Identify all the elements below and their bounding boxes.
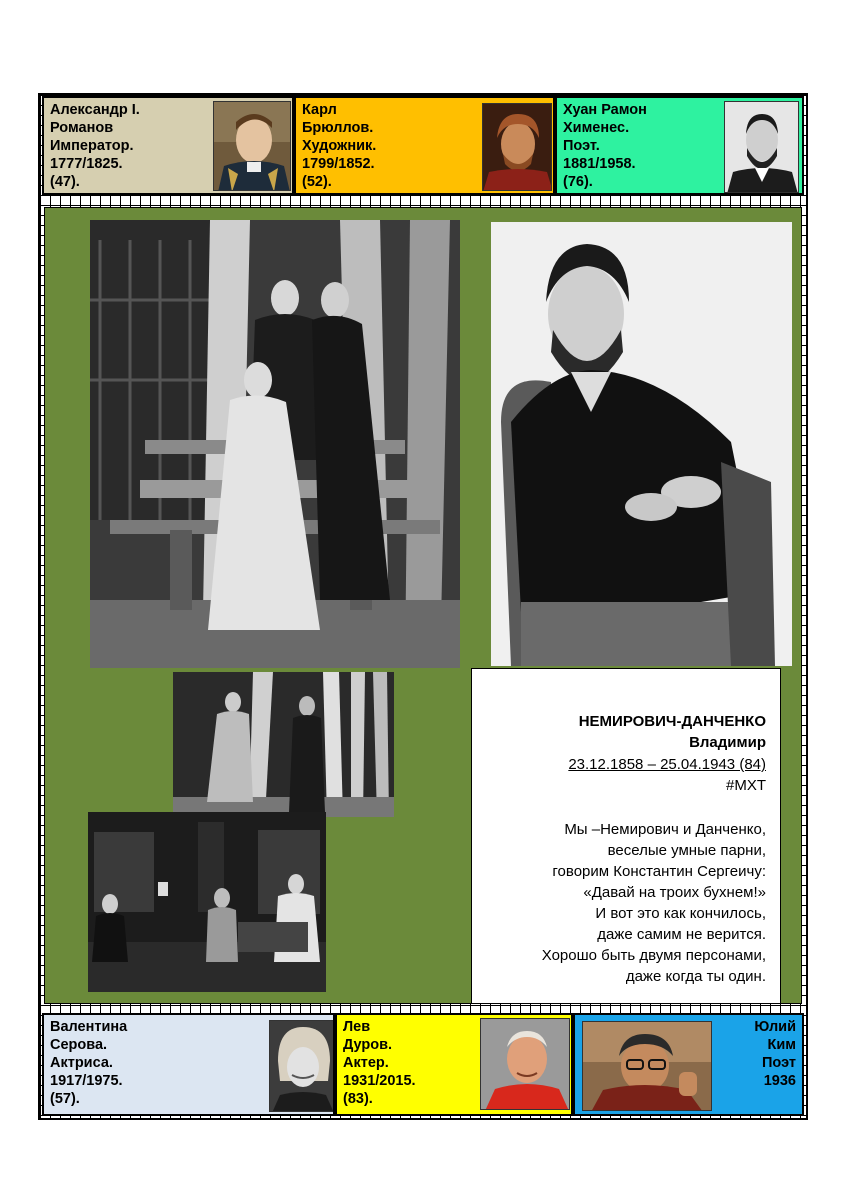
person-name: Лев bbox=[343, 1019, 371, 1035]
person-years: 1931/2015. bbox=[343, 1073, 416, 1089]
person-age: (47). bbox=[50, 174, 80, 190]
person-name: Хуан Рамон bbox=[563, 102, 647, 118]
person-card-durov bbox=[335, 1013, 573, 1116]
photo-birch-scene bbox=[173, 672, 394, 817]
person-years: 1917/1975. bbox=[50, 1073, 123, 1089]
poem-line: Мы –Немирович и Данченко, bbox=[564, 821, 766, 838]
bio-first-name: Владимир bbox=[689, 734, 766, 751]
person-name: Карл bbox=[302, 102, 337, 118]
person-role: Актриса. bbox=[50, 1055, 113, 1071]
poem-line: И вот это как кончилось, bbox=[595, 905, 766, 922]
person-age: (57). bbox=[50, 1091, 80, 1107]
portrait-alexander bbox=[213, 101, 291, 191]
person-age: (83). bbox=[343, 1091, 373, 1107]
person-role: Художник. bbox=[302, 138, 377, 154]
poem-line: «Давай на троих бухнем!» bbox=[583, 884, 766, 901]
poem-line: веселые умные парни, bbox=[607, 842, 766, 859]
person-card-kim bbox=[573, 1013, 804, 1116]
person-role: Актер. bbox=[343, 1055, 389, 1071]
portrait-serova bbox=[269, 1020, 335, 1112]
bio-dates: 23.12.1858 – 25.04.1943 (84) bbox=[568, 756, 766, 773]
portrait-bryullov bbox=[482, 103, 552, 191]
person-card-serova bbox=[42, 1013, 335, 1116]
bio-surname: НЕМИРОВИЧ-ДАНЧЕНКО bbox=[578, 713, 766, 730]
bio-tag: #МХТ bbox=[725, 777, 766, 794]
person-surname: Дуров. bbox=[343, 1037, 393, 1053]
person-years: 1881/1958. bbox=[563, 156, 636, 172]
person-age: (76). bbox=[563, 174, 593, 190]
person-name: Александр I. bbox=[50, 102, 140, 118]
person-role: Император. bbox=[50, 138, 134, 154]
poem-line: говорим Константин Сергеичу: bbox=[552, 863, 766, 880]
portrait-kim bbox=[582, 1021, 712, 1111]
person-surname: Серова. bbox=[50, 1037, 108, 1053]
photo-interior-scene bbox=[88, 812, 326, 992]
person-name: Юлий bbox=[754, 1019, 796, 1035]
person-years: 1777/1825. bbox=[50, 156, 123, 172]
person-card-jimenez bbox=[555, 96, 804, 195]
photo-stage-bench-scene bbox=[90, 220, 460, 668]
person-surname: Ким bbox=[767, 1037, 796, 1053]
person-card-bryullov bbox=[294, 96, 555, 195]
person-name: Валентина bbox=[50, 1019, 128, 1035]
portrait-jimenez bbox=[724, 101, 799, 193]
poem-line: даже самим не верится. bbox=[597, 926, 766, 943]
photo-nemirovich-portrait bbox=[491, 222, 792, 666]
person-surname: Брюллов. bbox=[302, 120, 374, 136]
person-years: 1936 bbox=[763, 1073, 796, 1089]
poem-line: Хорошо быть двумя персонами, bbox=[541, 947, 766, 964]
person-card-alexander bbox=[42, 96, 294, 195]
poem-line: даже когда ты один. bbox=[625, 968, 766, 985]
portrait-durov bbox=[480, 1018, 570, 1110]
person-surname: Хименес. bbox=[563, 120, 630, 136]
person-surname: Романов bbox=[50, 120, 114, 136]
person-age: (52). bbox=[302, 174, 332, 190]
person-role: Поэт. bbox=[563, 138, 600, 154]
person-role: Поэт bbox=[761, 1055, 796, 1071]
biography-box bbox=[471, 668, 781, 1004]
person-years: 1799/1852. bbox=[302, 156, 375, 172]
